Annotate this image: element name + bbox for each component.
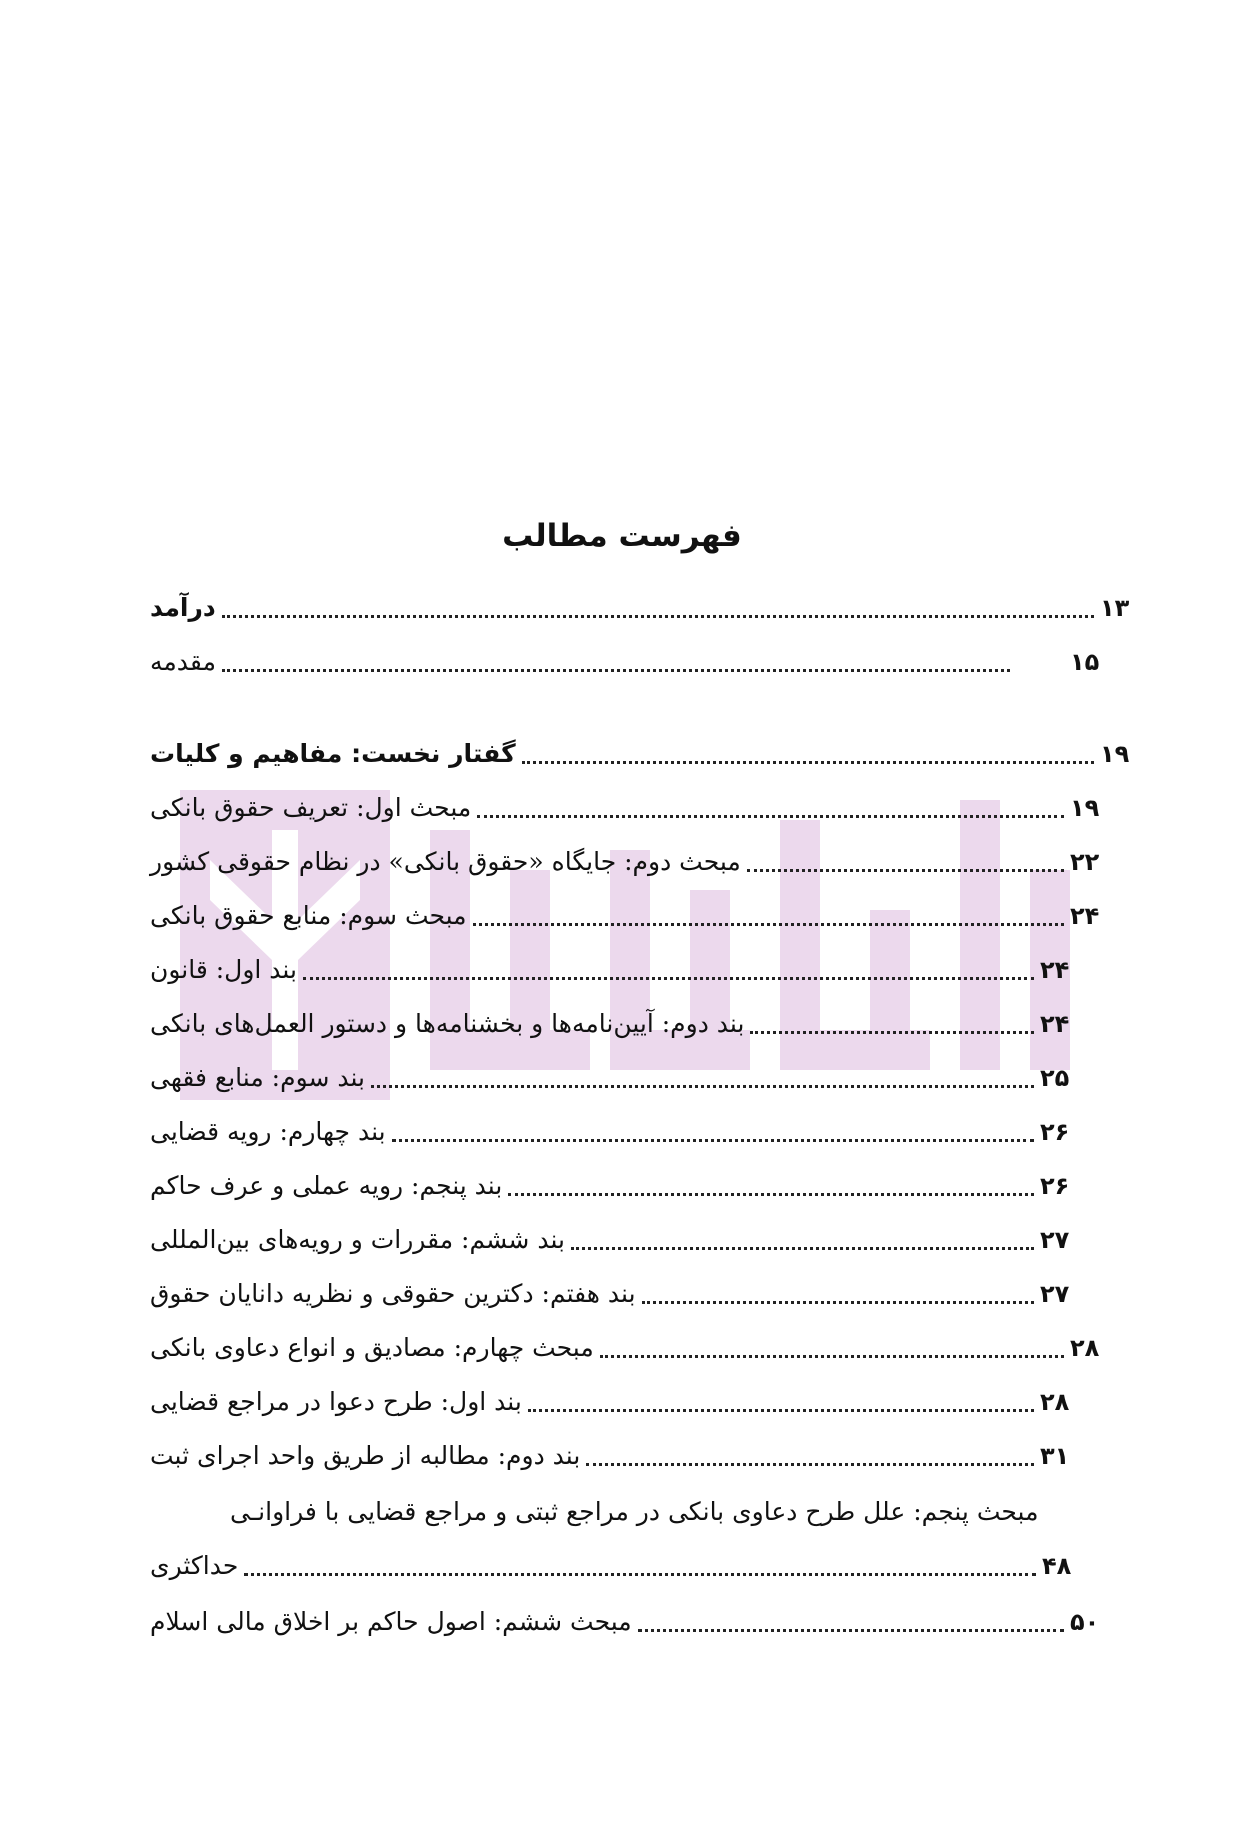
toc-entry-label: بند سوم: منابع فقهی: [150, 1063, 366, 1092]
toc-entry-mabhas-3: [150, 892, 1110, 936]
leader-dots: [371, 1084, 1034, 1088]
toc-entry-mabhas-1: [150, 784, 1110, 828]
leader-dots: [750, 1030, 1034, 1034]
toc-entry-page: ۳۱: [1040, 1442, 1070, 1470]
toc-entry-label: مقدمه: [150, 647, 216, 676]
toc-entry-mabhas-2: [150, 838, 1110, 882]
toc-entry-page: ۱۵: [1070, 648, 1100, 676]
toc-entry-band-7: [150, 1270, 1080, 1314]
toc-entry-label: بند اول: قانون: [150, 955, 297, 984]
toc-entry-band-2: [150, 1000, 1080, 1044]
leader-dots: [586, 1462, 1034, 1466]
toc-entry-page: ۲۸: [1070, 1334, 1100, 1362]
toc-entry-goftar-1: [150, 730, 1140, 774]
toc-entry-band-1: [150, 946, 1080, 990]
toc-entry-label: مبحث چهارم: مصادیق و انواع دعاوی بانکی: [150, 1333, 594, 1362]
leader-dots: [222, 614, 1094, 618]
leader-dots: [642, 1300, 1034, 1304]
toc-entry-page: ۵۰: [1070, 1608, 1100, 1636]
toc-entry-label: مبحث اول: تعریف حقوق بانکی: [150, 793, 472, 822]
toc-entry-page: ۱۹: [1070, 794, 1100, 822]
toc-entry-page: ۲۴: [1070, 902, 1100, 930]
toc-entry-page: ۱۹: [1100, 740, 1130, 768]
toc-entry-label: مبحث سوم: منابع حقوق بانکی: [150, 901, 467, 930]
toc-entry-page: ۲۸: [1040, 1388, 1070, 1416]
toc-entry-label: بند چهارم: رویه قضایی: [150, 1117, 386, 1146]
leader-dots: [571, 1246, 1034, 1250]
toc-entry-label: مبحث پنجم: علل طرح دعاوی بانکی در مراجع ثبتی و مراجع قضایی با فراوانـی: [230, 1497, 1039, 1526]
leader-dots: [747, 868, 1064, 872]
toc-entry-band-3: [150, 1054, 1080, 1098]
leader-dots: [638, 1628, 1064, 1632]
toc-entry-daramad: [150, 584, 1140, 628]
toc-entry-label: بند پنجم: رویه عملی و عرف حاکم: [150, 1171, 503, 1200]
toc-entry-page: ۲۷: [1040, 1226, 1070, 1254]
leader-dots: [477, 814, 1064, 818]
toc-entry-moghadameh: [150, 638, 1110, 682]
leader-dots: [522, 760, 1094, 764]
toc-entry-page: ۴۸: [1042, 1552, 1072, 1580]
leader-dots: [473, 922, 1064, 926]
leader-dots: [222, 668, 1010, 672]
toc-entry-label: حداکثری: [150, 1551, 239, 1580]
leader-dots: [392, 1138, 1034, 1142]
page-title: فهرست مطالب: [502, 518, 742, 554]
toc-entry-page: ۲۵: [1040, 1064, 1070, 1092]
toc-entry-page: ۲۷: [1040, 1280, 1070, 1308]
toc-entry-band-1b: [150, 1378, 1080, 1422]
toc-entry-mabhas-5: [230, 1488, 1110, 1532]
toc-entry-mabhas-6: [150, 1598, 1110, 1642]
toc-entry-band-4: [150, 1108, 1080, 1152]
toc-entry-page: ۲۴: [1040, 956, 1070, 984]
toc-entry-label: بند هفتم: دکترین حقوقی و نظریه دانایان حقوق: [150, 1279, 636, 1308]
toc-entry-band-2b: [150, 1432, 1080, 1476]
leader-dots: [303, 976, 1034, 980]
toc-entry-page: ۲۴: [1040, 1010, 1070, 1038]
toc-entry-label: بند ششم: مقررات و رویه‌های بین‌المللی: [150, 1225, 565, 1254]
toc-entry-page: ۲۲: [1070, 848, 1100, 876]
toc-entry-label: بند دوم: مطالبه از طریق واحد اجرای ثبت: [150, 1441, 581, 1470]
toc-entry-band-6: [150, 1216, 1080, 1260]
toc-entry-page: ۲۶: [1040, 1118, 1070, 1146]
toc-entry-label: مبحث ششم: اصول حاکم بر اخلاق مالی اسلام: [150, 1607, 632, 1636]
toc-entry-label: درآمد: [150, 593, 216, 622]
leader-dots: [600, 1354, 1064, 1358]
toc-entry-mabhas-5-cont: [150, 1542, 1082, 1586]
toc-entry-band-5: [150, 1162, 1080, 1206]
leader-dots: [528, 1408, 1034, 1412]
leader-dots: [508, 1192, 1034, 1196]
toc-entry-page: ۱۳: [1100, 594, 1130, 622]
toc-entry-label: بند اول: طرح دعوا در مراجع قضایی: [150, 1387, 522, 1416]
toc-entry-label: بند دوم: آیین‌نامه‌ها و بخشنامه‌ها و دستور العمل‌های بانکی: [150, 1009, 745, 1038]
leader-dots: [244, 1572, 1036, 1576]
toc-entry-page: ۲۶: [1040, 1172, 1070, 1200]
toc-entry-mabhas-4: [150, 1324, 1110, 1368]
toc-entry-label: مبحث دوم: جایگاه «حقوق بانکی» در نظام حقوقی کشور: [150, 847, 741, 876]
toc-entry-label: گفتار نخست: مفاهیم و کلیات: [150, 739, 516, 768]
